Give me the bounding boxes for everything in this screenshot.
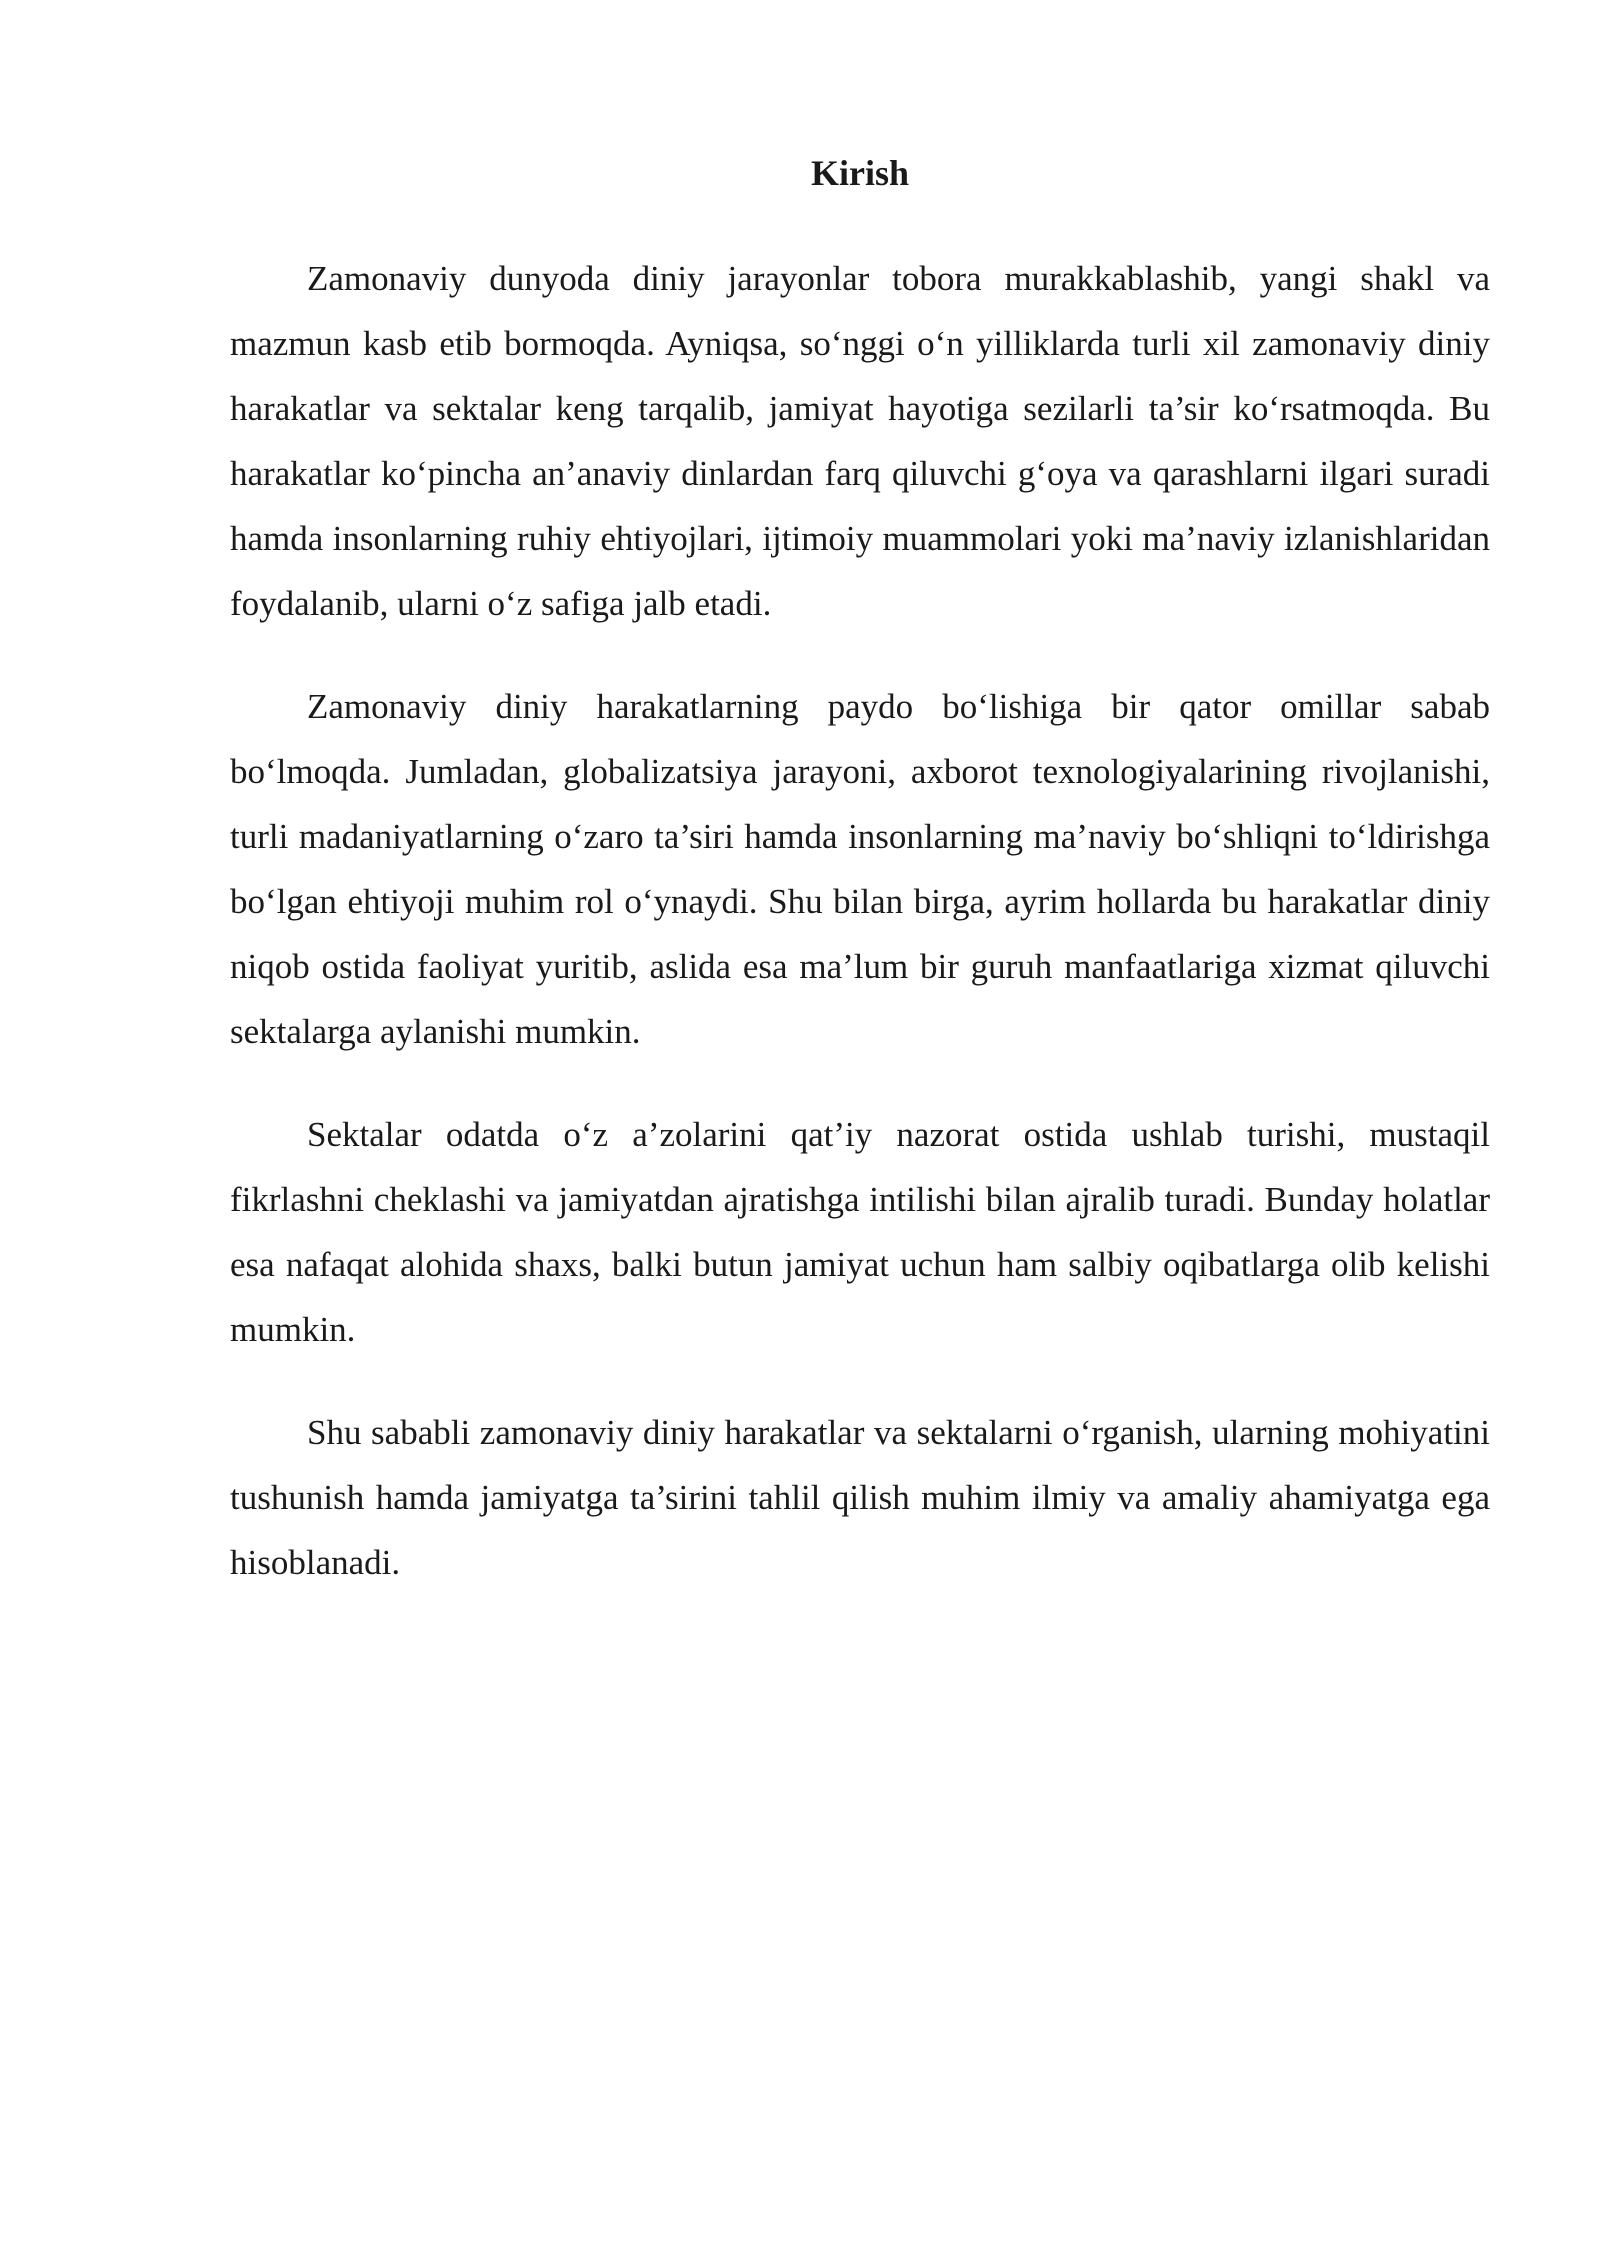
paragraph-4: Shu sababli zamonaviy diniy harakatlar va sektalarni o‘rganish, ularning mohiyatini tushunish hamda jamiyatga ta’sirini tahlil qilish muhim ilmiy va amaliy ahamiyatga ega hisoblanadi. (230, 1413, 1490, 1582)
document-body (230, 148, 1490, 1633)
paragraph-2: Zamonaviy diniy harakatlarning paydo bo‘lishiga bir qator omillar sabab bo‘lmoqda. Jumladan, globalizatsiya jarayoni, axborot texnologiyalarining rivojlanishi, turli madaniyatlarning o‘zaro ta’siri hamda insonlarning ma’naviy bo‘shliqni to‘ldirishga bo‘lgan ehtiyoji muhim rol o‘ynaydi. Shu bilan birga, ayrim hollarda bu harakatlar diniy niqob ostida faoliyat yuritib, aslida esa ma’lum bir guruh manfaatlariga xizmat qiluvchi sektalarga aylanishi mumkin. (230, 687, 1490, 1051)
paragraph-1: Zamonaviy dunyoda diniy jarayonlar tobora murakkablashib, yangi shakl va mazmun kasb etib bormoqda. Ayniqsa, so‘nggi o‘n yilliklarda turli xil zamonaviy diniy harakatlar va sektalar keng tarqalib, jamiyat hayotiga sezilarli ta’sir ko‘rsatmoqda. Bu harakatlar ko‘pincha an’anaviy dinlardan farq qiluvchi g‘oya va qarashlarni ilgari suradi hamda insonlarning ruhiy ehtiyojlari, ijtimoiy muammolari yoki ma’naviy izlanishlaridan foydalanib, ularni o‘z safiga jalb etadi. (230, 259, 1490, 623)
paragraph-3: Sektalar odatda o‘z a’zolarini qat’iy nazorat ostida ushlab turishi, mustaqil fikrlashni cheklashi va jamiyatdan ajratishga intilishi bilan ajralib turadi. Bunday holatlar esa nafaqat alohida shaxs, balki butun jamiyat uchun ham salbiy oqibatlarga olib kelishi mumkin. (230, 1115, 1490, 1349)
page-title: Kirish (810, 153, 909, 193)
